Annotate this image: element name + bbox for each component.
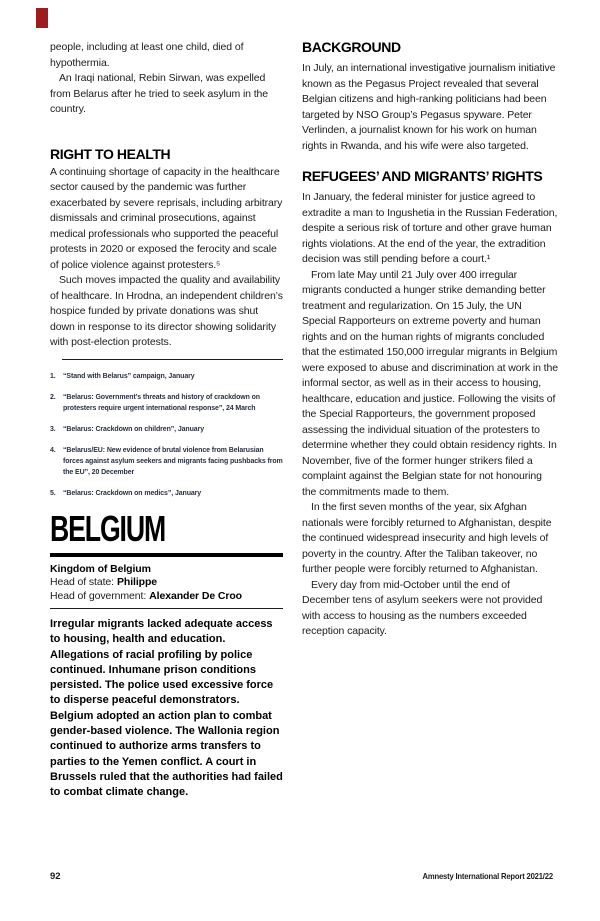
refugees-paragraph: In the first seven months of the year, six Afghan nationals were forcibly returned to Afghanistan, despite the continued widespread insecurity and high levels of poverty in the country. After the Taliban takeover, no further people were forcibly returned to Afghanistan. bbox=[302, 501, 552, 575]
footnote-item bbox=[50, 488, 283, 499]
footnote-number: 5. bbox=[50, 489, 56, 497]
country-title: BELGIUM bbox=[50, 507, 166, 549]
head-of-state-line bbox=[50, 576, 283, 590]
background-paragraph: In July, an international investigative journalism initiative known as the Pegasus Project revealed that several Belgian citizens and high-ranking politicians had been targeted by NSO Group’s Pegasus spyware. Peter Verlinden, a journalist known for his work on human rights in Rwanda, and his wife were also targeted. bbox=[302, 62, 556, 152]
country-official-name: Kingdom of Belgium bbox=[50, 562, 151, 575]
footnote-list bbox=[50, 371, 283, 499]
footnote-item bbox=[50, 424, 283, 435]
title-rule bbox=[50, 553, 283, 557]
footnote-divider bbox=[62, 359, 283, 360]
right-to-health-paragraph: A continuing shortage of capacity in the healthcare sector caused by the pandemic was further exacerbated by severe reprisals, including arbitrary dismissals and criminal prosecutions, against medical professionals who supported the peaceful protests in 2020 or exposed the ferocity and scale of police violence against protesters.⁵ bbox=[50, 165, 283, 271]
left-column bbox=[50, 40, 283, 801]
footnote-number: 1. bbox=[50, 372, 56, 380]
footnote-text: “Belarus: Government’s threats and history of crackdown on protesters require urgent international response”, 24 March bbox=[63, 393, 260, 412]
refugees-paragraph: From late May until 21 July over 400 irregular migrants conducted a hunger strike demanding better treatment and regularization. On 15 July, the UN Special Rapporteurs on extreme poverty and human rights and on the human rights of migrants concluded that the estimated 150,000 irregular migrants in Belgium were exposed to abuse and discrimination at work in the informal sector, as well as in their access to housing, healthcare, education and justice. Following the visits of the Special Rapporteurs, the government proposed assessing the individual situation of the protesters to determine whether they could obtain residency rights. In November, five of the former hunger strikers filed a complaint against the Belgian state for not honouring the commitments made to them. bbox=[302, 268, 558, 498]
footnote-item bbox=[50, 392, 283, 414]
refugees-rights-heading: REFUGEES’ AND MIGRANTS’ RIGHTS bbox=[302, 168, 543, 184]
country-summary: Irregular migrants lacked adequate access to housing, health and education. Allegations of racial profiling by police continued. Inhumane prison conditions persisted. The police used excessive force to disperse peaceful demonstrators. Belgium adopted an action plan to combat gender-based violence. The Wallonia region continued to authorize arms transfers to parties to the Yemen conflict. A court in Brussels ruled that the authorities had failed to combat climate change. bbox=[50, 618, 283, 799]
footnote-text: “Belarus/EU: New evidence of brutal violence from Belarusian forces against asylum seekers and migrants facing pushbacks from the EU”, 20 December bbox=[63, 446, 283, 476]
footnote-number: 4. bbox=[50, 446, 56, 454]
country-info-block bbox=[50, 563, 283, 604]
refugees-paragraph: In January, the federal minister for justice agreed to extradite a man to Ingushetia in the Russian Federation, despite a serious risk of torture and other grave human rights violations. At the end of the year, the extradition decision was still pending before a court.¹ bbox=[302, 191, 558, 265]
footnote-number: 2. bbox=[50, 393, 56, 401]
footnote-text: “Belarus: Crackdown on children”, January bbox=[63, 425, 204, 433]
footnote-text: “Stand with Belarus” campaign, January bbox=[63, 372, 195, 380]
red-corner-mark bbox=[36, 8, 48, 28]
head-of-state-value: Philippe bbox=[116, 576, 158, 588]
head-of-government-value: Alexander De Croo bbox=[149, 589, 242, 602]
head-of-state-label: Head of state: bbox=[50, 576, 114, 588]
footnote-number: 3. bbox=[50, 425, 56, 433]
info-rule bbox=[50, 608, 283, 609]
belarus-paragraph: people, including at least one child, died of hypothermia. bbox=[50, 41, 244, 69]
page-number: 92 bbox=[50, 871, 61, 882]
head-of-government-label: Head of government: bbox=[50, 589, 147, 602]
head-of-government-line bbox=[50, 590, 283, 604]
footnote-item bbox=[50, 371, 283, 382]
footer-report-title: Amnesty International Report 2021/22 bbox=[422, 871, 553, 881]
footnote-item bbox=[50, 445, 283, 478]
right-column bbox=[302, 40, 558, 640]
right-to-health-paragraph: Such moves impacted the quality and availability of healthcare. In Hrodna, an independent children’s hospice funded by private donations was shut down in response to its director showing solidarity with post-election protests. bbox=[50, 274, 283, 348]
belarus-paragraph: An Iraqi national, Rebin Sirwan, was expelled from Belarus after he tried to seek asylum in the country. bbox=[50, 72, 269, 115]
refugees-paragraph: Every day from mid-October until the end of December tens of asylum seekers were not provided with access to housing as the numbers exceeded reception capacity. bbox=[302, 578, 543, 637]
background-heading: BACKGROUND bbox=[302, 39, 401, 55]
footnote-text: “Belarus: Crackdown on medics”, January bbox=[63, 489, 202, 497]
right-to-health-heading: RIGHT TO HEALTH bbox=[50, 145, 171, 162]
